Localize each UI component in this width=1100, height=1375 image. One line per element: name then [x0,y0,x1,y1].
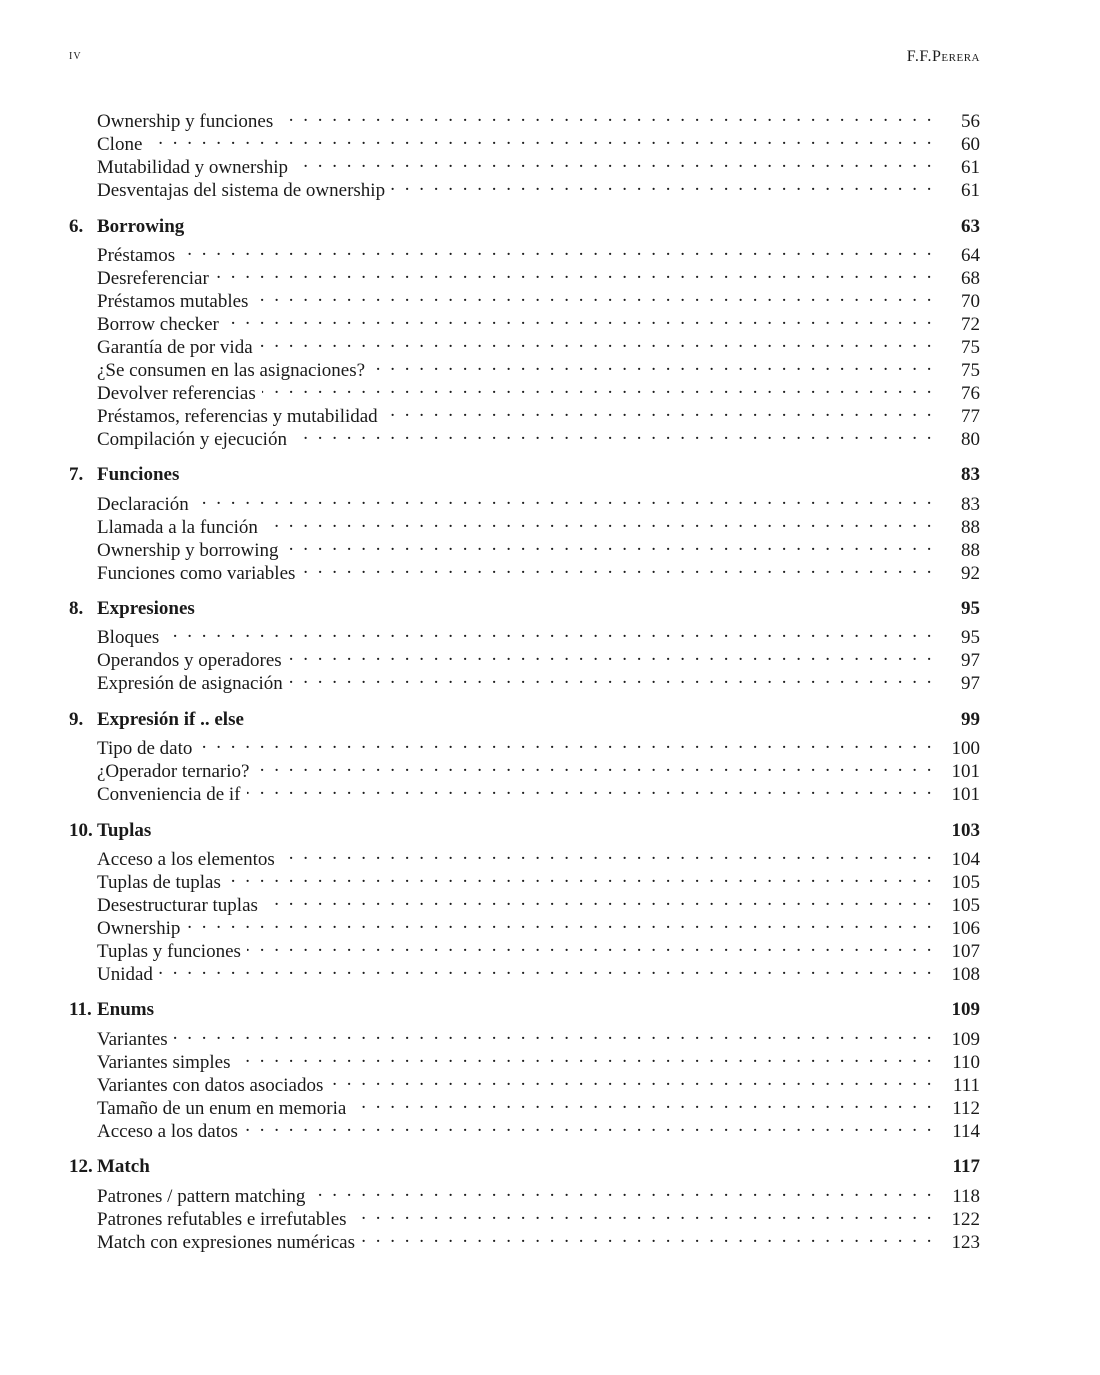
chapter-page-number: 63 [961,215,980,237]
toc-entry-title: Desventajas del sistema de ownership [97,180,386,201]
toc-entry-page-number: 95 [961,627,980,649]
chapter-number: 11. [69,999,92,1021]
toc-chapter-heading[interactable] [69,1155,980,1178]
toc-entry[interactable] [69,754,980,783]
dot-leader [293,422,934,445]
toc-entry[interactable] [69,533,980,561]
toc-entry-page-number: 97 [961,650,980,672]
toc-chapter-heading[interactable] [69,998,980,1021]
toc-entry[interactable] [69,666,980,695]
toc-entry[interactable] [69,888,980,916]
dot-leader [244,1114,934,1137]
toc-entry-page-number: 83 [961,493,980,515]
toc-entry[interactable] [69,1068,980,1096]
toc-entry-title: Variantes [97,1028,168,1050]
toc-entry-title: Bloques [97,627,160,649]
toc-entry-title: Préstamos mutables [97,290,249,312]
toc-chapter [69,597,980,695]
toc-entry-page-number: 64 [961,244,980,266]
dot-leader [353,1202,934,1225]
toc-entry[interactable] [69,487,980,515]
toc-entry[interactable] [69,127,980,155]
toc-entry-title: Acceso a los elementos [97,848,275,870]
dot-leader [329,1068,934,1091]
toc-chapter [69,104,980,201]
dot-leader [159,957,934,980]
toc-entry[interactable] [69,173,980,201]
toc-entry[interactable] [69,104,980,132]
chapter-page-number: 109 [951,999,980,1021]
toc-chapter-heading[interactable] [69,819,980,842]
toc-entry[interactable] [69,284,980,312]
toc-entry-title: Préstamos, referencias y mutabilidad [97,405,378,427]
toc-entry-title: Funciones como variables [97,562,296,584]
toc-entry[interactable] [69,1091,980,1119]
toc-entry-page-number: 97 [961,673,980,695]
toc-entry-page-number: 105 [951,871,980,893]
dot-leader [279,104,934,127]
toc-entry-title: Préstamos [97,244,176,266]
toc-entry-page-number: 108 [951,963,980,985]
toc-entry-page-number: 92 [961,562,980,584]
toc-entry[interactable] [69,422,980,450]
toc-entry[interactable] [69,353,980,381]
toc-entry[interactable] [69,1022,980,1050]
dot-leader [181,238,934,261]
toc-entry-title: Patrones / pattern matching [97,1185,306,1207]
dot-leader [384,399,934,422]
toc-entry[interactable] [69,556,980,584]
toc-entry[interactable] [69,731,980,760]
toc-entry-title: Llamada a la función [97,516,258,538]
dot-leader [371,353,934,376]
toc-entry-title: Borrow checker [97,313,219,335]
toc-entry-title: Match con expresiones numéricas [97,1231,355,1253]
page-number-roman: iv [69,48,82,63]
chapter-page-number: 83 [961,464,980,486]
chapter-number: 6. [69,215,84,237]
dot-leader [264,888,934,911]
chapter-page-number: 99 [961,708,980,730]
toc-entry-title: Variantes simples [97,1051,231,1073]
table-of-contents [69,104,980,1266]
toc-entry[interactable] [69,620,980,649]
toc-chapter [69,215,980,450]
toc-entry-title: Mutabilidad y ownership [97,157,289,178]
dot-leader [391,173,934,196]
toc-entry-title: Acceso a los datos [97,1120,238,1142]
dot-leader [255,754,934,777]
toc-entry[interactable] [69,1045,980,1073]
toc-entry-title: Variantes con datos asociados [97,1074,324,1096]
toc-entry-page-number: 75 [961,336,980,358]
toc-entry-title: Unidad [97,963,153,985]
toc-entry-page-number: 75 [961,359,980,381]
toc-chapter [69,463,980,584]
dot-leader [247,777,934,800]
dot-leader [311,1179,934,1202]
toc-entry-page-number: 112 [952,1097,980,1119]
dot-leader [294,150,934,173]
toc-entry-title: Tamaño de un enum en memoria [97,1097,347,1119]
toc-chapter-heading[interactable] [69,215,980,238]
chapter-title: Borrowing [97,215,185,237]
dot-leader [289,666,934,689]
toc-entry[interactable] [69,261,980,289]
toc-entry-page-number: 101 [951,784,980,806]
dot-leader [285,533,934,556]
toc-entry-title: Conveniencia de if [97,784,241,806]
dot-leader [237,1045,934,1068]
chapter-title: Expresiones [97,598,195,620]
toc-chapter [69,998,980,1142]
chapter-page-number: 103 [951,819,980,841]
toc-entry[interactable] [69,330,980,358]
dot-leader [247,934,934,957]
dot-leader [186,911,934,934]
dot-leader [259,330,934,353]
toc-entry[interactable] [69,307,980,335]
toc-entry-page-number: 101 [951,761,980,783]
dot-leader [281,842,934,865]
toc-entry-page-number: 70 [961,290,980,312]
toc-entry-page-number: 114 [952,1120,980,1142]
chapter-number: 10. [69,819,93,841]
dot-leader [361,1225,934,1248]
toc-entry-page-number: 72 [961,313,980,335]
toc-entry-title: ¿Operador ternario? [97,761,250,783]
toc-entry-page-number: 76 [961,382,980,404]
toc-entry-title: Ownership [97,917,181,939]
toc-entry-title: Desreferenciar [97,267,209,289]
toc-entry-page-number: 105 [951,894,980,916]
toc-entry-title: Devolver referencias [97,382,256,404]
author-name: F.F.Perera [906,48,980,65]
toc-entry-page-number: 68 [961,267,980,289]
dot-leader [262,376,934,399]
toc-entry-title: Operandos y operadores [97,650,282,672]
toc-entry-page-number: 110 [952,1051,980,1073]
toc-entry-page-number: 109 [951,1028,980,1050]
toc-entry-page-number: 122 [951,1208,980,1230]
toc-entry-title: Expresión de asignación [97,673,283,695]
dot-leader [264,510,934,533]
toc-chapter [69,819,980,985]
chapter-number: 8. [69,598,84,620]
toc-entry-title: Patrones refutables e irrefutables [97,1208,347,1230]
dot-leader [148,127,934,150]
toc-entry-page-number: 61 [961,180,980,201]
toc-entry-page-number: 123 [951,1231,980,1253]
toc-entry-page-number: 88 [961,516,980,538]
toc-entry[interactable] [69,1225,980,1253]
toc-entry-page-number: 106 [951,917,980,939]
toc-chapter-heading[interactable] [69,708,980,731]
toc-entry[interactable] [69,150,980,178]
running-head [69,48,980,68]
toc-entry-title: Clone [97,134,143,155]
chapter-title: Enums [97,999,155,1021]
dot-leader [174,1022,934,1045]
toc-chapter [69,1155,980,1253]
toc-entry[interactable] [69,238,980,266]
toc-entry-page-number: 56 [961,111,980,132]
toc-entry-title: Tuplas y funciones [97,940,241,962]
toc-entry-title: Ownership y funciones [97,111,274,132]
toc-entry-page-number: 118 [952,1185,980,1207]
chapter-number: 12. [69,1156,93,1178]
toc-entry-page-number: 77 [961,405,980,427]
chapter-title: Expresión if .. else [97,708,244,730]
toc-entry[interactable] [69,842,980,870]
dot-leader [198,731,934,754]
toc-entry-page-number: 107 [951,940,980,962]
dot-leader [225,307,934,330]
dot-leader [195,487,934,510]
toc-entry-page-number: 80 [961,428,980,450]
toc-chapter-heading[interactable] [69,597,980,620]
toc-entry[interactable] [69,911,980,939]
toc-entry-title: Ownership y borrowing [97,539,279,561]
dot-leader [254,284,934,307]
chapter-number: 7. [69,464,84,486]
toc-entry[interactable] [69,510,980,538]
toc-entry-title: Garantía de por vida [97,336,253,358]
dot-leader [215,261,934,284]
toc-entry[interactable] [69,399,980,427]
toc-entry-title: Tuplas de tuplas [97,871,221,893]
toc-entry[interactable] [69,376,980,404]
chapter-title: Tuplas [97,819,152,841]
toc-entry-page-number: 60 [961,134,980,155]
dot-leader [301,556,934,579]
toc-entry[interactable] [69,1179,980,1207]
toc-entry-title: Desestructurar tuplas [97,894,258,916]
toc-entry[interactable] [69,777,980,806]
toc-entry-title: Compilación y ejecución [97,428,287,450]
toc-chapter-heading[interactable] [69,463,980,486]
chapter-page-number: 117 [952,1156,980,1178]
toc-entry[interactable] [69,643,980,672]
toc-entry[interactable] [69,1114,980,1142]
dot-leader [227,865,934,888]
toc-entry-page-number: 100 [951,738,980,760]
toc-entry[interactable] [69,1202,980,1230]
toc-entry-title: ¿Se consumen en las asignaciones? [97,359,366,381]
toc-entry-page-number: 104 [951,848,980,870]
dot-leader [352,1091,934,1114]
dot-leader [165,620,934,643]
toc-entry-title: Tipo de dato [97,738,193,760]
toc-entry[interactable] [69,957,980,985]
toc-entry-title: Declaración [97,493,189,515]
toc-entry-page-number: 61 [961,157,980,178]
toc-chapter [69,708,980,806]
toc-entry[interactable] [69,865,980,893]
toc-entry[interactable] [69,934,980,962]
chapter-title: Funciones [97,464,180,486]
toc-entry-page-number: 88 [961,539,980,561]
dot-leader [288,643,934,666]
chapter-page-number: 95 [961,598,980,620]
chapter-title: Match [97,1156,150,1178]
chapter-number: 9. [69,708,84,730]
toc-entry-page-number: 111 [952,1074,980,1096]
